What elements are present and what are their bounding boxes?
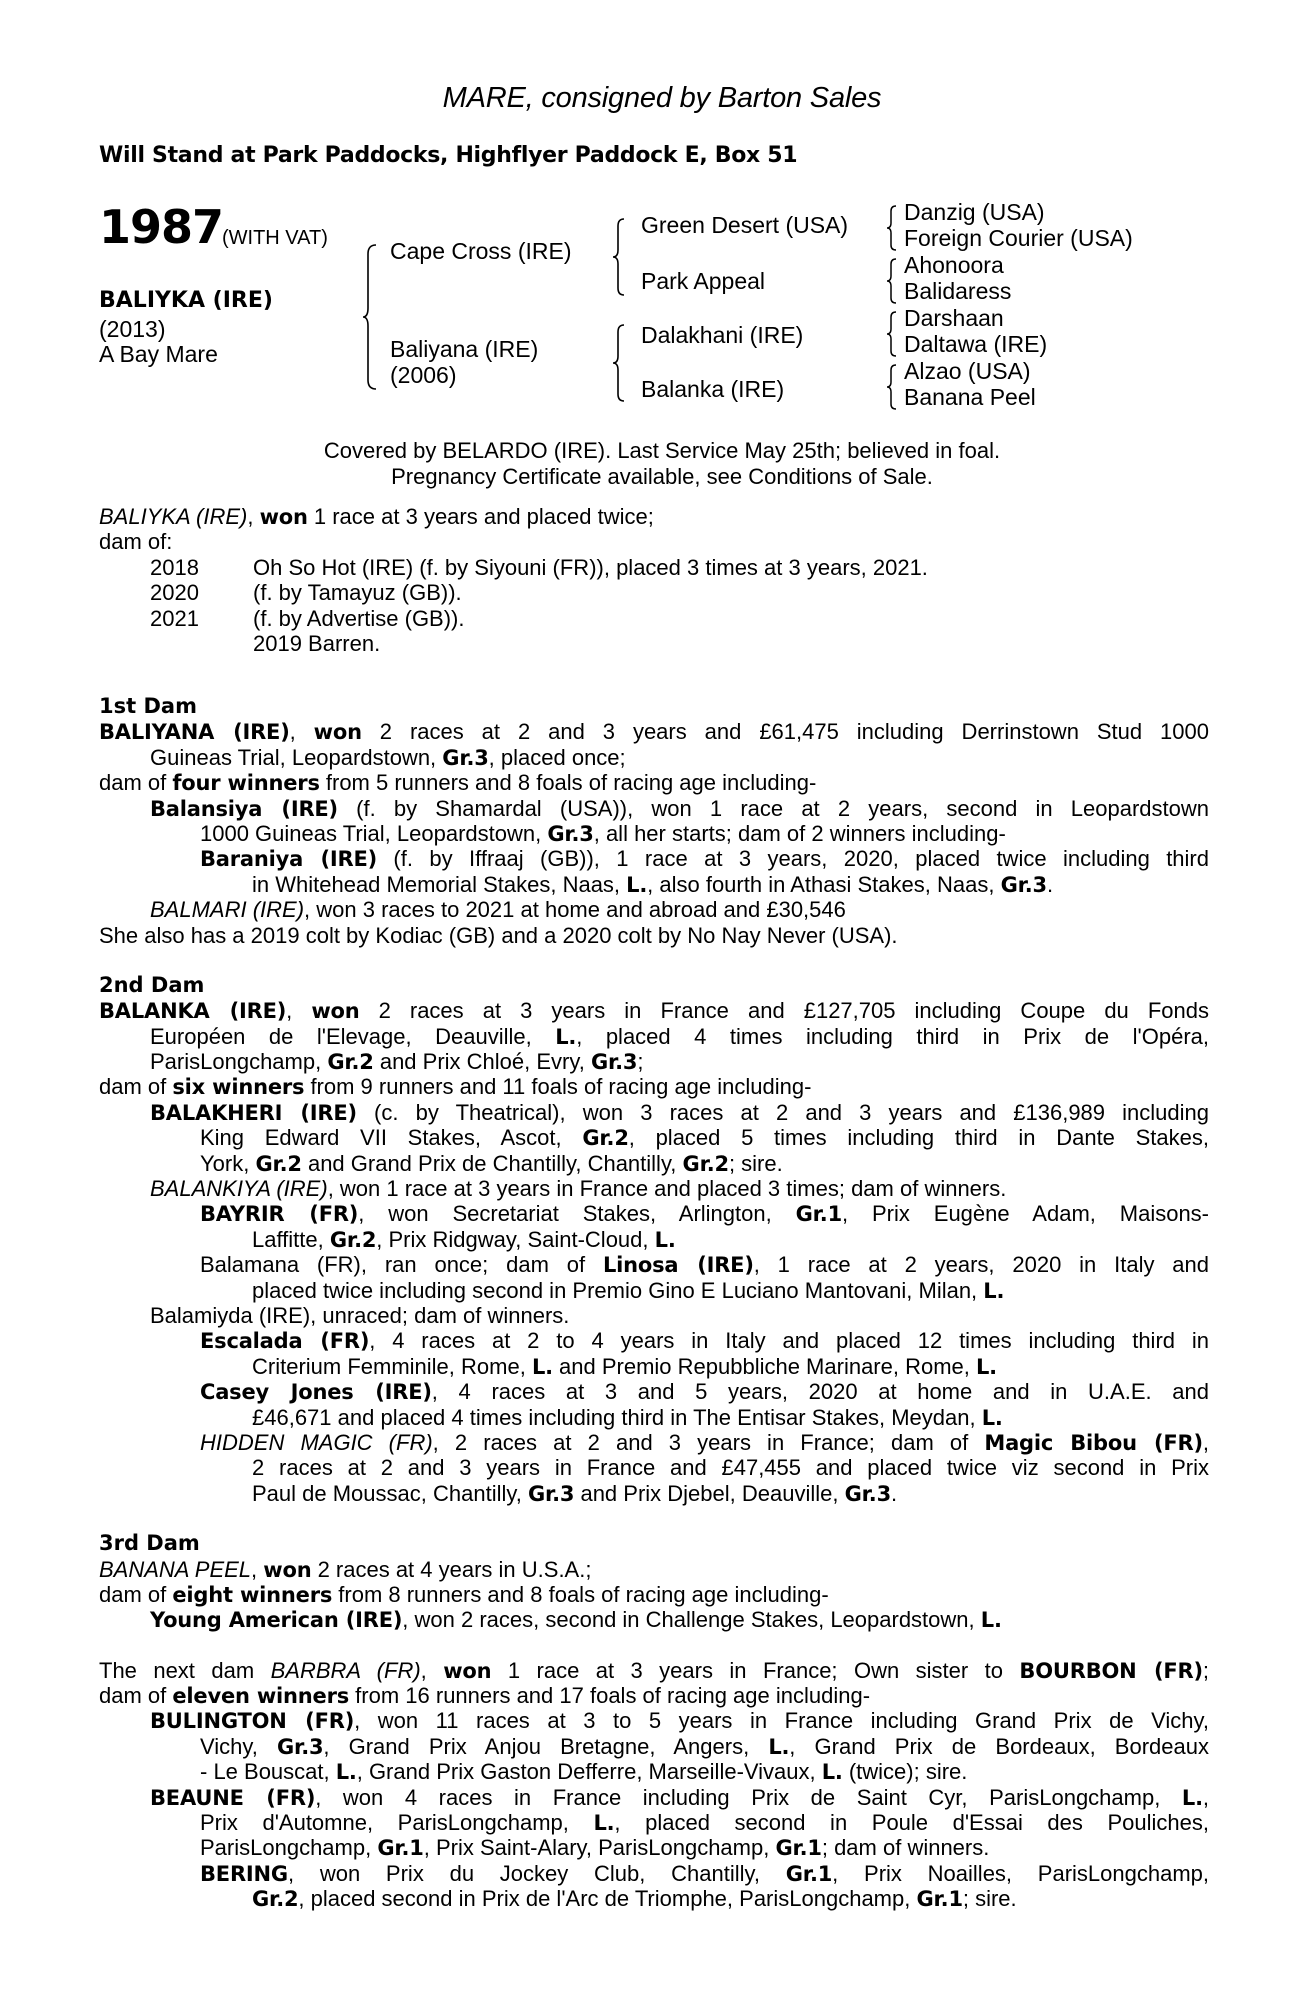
lot-number: 1987: [99, 200, 224, 254]
text-line: [99, 1557, 1209, 1582]
bold-text: Baraniya (IRE): [200, 847, 378, 872]
text-line: [99, 846, 1209, 871]
text-line: [99, 719, 1209, 744]
bold-text: L.: [983, 1278, 1005, 1303]
pedigree-g3-item: Daltawa (IRE): [904, 331, 1048, 357]
pedigree-sire: Cape Cross (IRE): [390, 238, 572, 264]
text-line: [99, 1252, 1209, 1277]
text: , all her starts; dam of 2 winners including-: [593, 820, 1006, 846]
text: and Grand Prix de Chantilly, Chantilly,: [301, 1150, 683, 1176]
text: Européen de l'Elevage, Deauville,: [150, 1023, 556, 1049]
pedigree-dam-sire: Dalakhani (IRE): [641, 322, 804, 348]
text: , won 2 races, second in Challenge Stakes, Leopardstown,: [402, 1607, 981, 1633]
text: , won 3 races to 2021 at home and abroad and £30,546: [304, 897, 846, 923]
text: 2 races at 3 years in France and £127,705 including Coupe du Fonds: [359, 998, 1209, 1024]
pedigree-g3-item: Foreign Courier (USA): [904, 225, 1133, 251]
produce-text: 2019 Barren.: [253, 630, 381, 656]
text-line: [99, 1683, 1209, 1708]
covered-line: Pregnancy Certificate available, see Conditions of Sale.: [391, 464, 933, 489]
text: ; sire.: [962, 1886, 1017, 1912]
pedigree-g3-item: Balidaress: [904, 278, 1012, 304]
italic-text: BALIYKA (IRE): [99, 504, 248, 529]
text-line: [99, 1759, 1209, 1784]
text-line: [99, 1151, 1209, 1176]
text: , Prix Eugène Adam, Maisons-: [842, 1201, 1209, 1227]
bold-text: Gr.1: [795, 1202, 842, 1227]
bold-text: Gr.1: [785, 1861, 833, 1886]
bold-text: L.: [654, 1227, 676, 1252]
text: King Edward VII Stakes, Ascot,: [200, 1125, 583, 1151]
bold-text: Gr.2: [682, 1151, 729, 1176]
italic-text: BALMARI (IRE): [150, 897, 305, 923]
text-line: [99, 529, 1209, 554]
stand-location: Will Stand at Park Paddocks, Highflyer Paddock E, Box 51: [99, 143, 798, 168]
text: , won Secretariat Stakes, Arlington,: [358, 1201, 796, 1227]
dam-section: [99, 1658, 1209, 1912]
pedigree-sire-dam: Park Appeal: [641, 268, 766, 294]
bold-text: Gr.3: [590, 1050, 638, 1075]
bold-text: BERING: [200, 1861, 288, 1886]
text-line: [99, 1354, 1209, 1379]
bold-text: won: [311, 999, 360, 1024]
text: - Le Bouscat,: [200, 1759, 336, 1785]
text: ParisLongchamp,: [200, 1835, 378, 1861]
text-line: [99, 923, 1209, 948]
text: ;: [637, 1049, 644, 1075]
text: , placed second in Prix de l'Arc de Triomphe, ParisLongchamp,: [298, 1886, 917, 1912]
text: 2 races at 4 years in U.S.A.;: [311, 1556, 592, 1582]
text: , won Prix du Jockey Club, Chantilly,: [287, 1860, 786, 1886]
dam-section: [99, 973, 1209, 1506]
text-line: [99, 1303, 1209, 1328]
bold-text: L.: [976, 1354, 997, 1379]
text-line: [99, 897, 1209, 922]
text: , 4 races at 2 to 4 years in Italy and placed 12 times including third in: [369, 1328, 1209, 1354]
text: , Grand Prix Anjou Bretagne, Angers,: [323, 1733, 769, 1759]
bold-text: BALAKHERI (IRE): [150, 1100, 357, 1125]
pedigree-dam: Baliyana (IRE): [390, 336, 539, 362]
text-line: [99, 1658, 1209, 1683]
text: , placed second in Poule d'Essai des Pouliches,: [614, 1810, 1209, 1836]
text-line: [99, 1886, 1209, 1911]
text: and Premio Repubbliche Marinare, Rome,: [552, 1353, 976, 1379]
bold-text: won: [313, 720, 362, 745]
italic-text: BARBRA (FR): [270, 1657, 421, 1683]
text: from 5 runners and 8 foals of racing age including-: [319, 770, 817, 796]
pedigree-brace-dam: [612, 324, 626, 402]
produce-text: (f. by Tamayuz (GB)).: [253, 580, 462, 606]
bold-text: L.: [981, 1405, 1003, 1430]
text-line: [99, 1785, 1209, 1810]
bold-text: L.: [335, 1760, 357, 1785]
bold-text: L.: [593, 1811, 615, 1836]
bold-text: Escalada (FR): [200, 1329, 370, 1354]
text-line: [99, 1810, 1209, 1835]
text: , also fourth in Athasi Stakes, Naas,: [647, 871, 1001, 897]
text: dam of: [99, 1581, 173, 1607]
produce-text: Oh So Hot (IRE) (f. by Siyouni (FR)), placed 3 times at 3 years, 2021.: [253, 554, 928, 580]
text: The next dam: [99, 1657, 271, 1683]
text: ,: [251, 1556, 264, 1582]
pedigree-dam-year: (2006): [390, 362, 457, 388]
bold-text: won: [263, 1557, 312, 1582]
bold-text: BAYRIR (FR): [200, 1202, 359, 1227]
bold-text: six winners: [172, 1075, 305, 1100]
bold-text: L.: [768, 1734, 790, 1759]
text-line: [99, 1607, 1209, 1632]
pedigree-brace-g3-3: [886, 311, 898, 357]
bold-text: Gr.2: [327, 1050, 374, 1075]
text: and Prix Djebel, Deauville,: [574, 1480, 845, 1506]
bold-text: Gr.2: [329, 1227, 377, 1252]
bold-text: Gr.1: [916, 1887, 963, 1912]
bold-text: eight winners: [172, 1582, 333, 1607]
text: 1000 Guineas Trial, Leopardstown,: [200, 820, 548, 846]
text: 1 race at 3 years and placed twice;: [307, 504, 654, 529]
horse-description: A Bay Mare: [99, 341, 218, 367]
pedigree-g3-item: Ahonoora: [904, 252, 1004, 278]
text-line: [99, 770, 1209, 795]
text: Prix d'Automne, ParisLongchamp,: [200, 1810, 594, 1836]
text: 2 races at 2 and 3 years in France and £47,455 and placed twice viz second in Prix: [252, 1455, 1209, 1481]
text-line: [99, 1481, 1209, 1506]
text-line: [99, 1227, 1209, 1252]
produce-year: 2018: [150, 554, 199, 580]
text: , 1 race at 2 years, 2020 in Italy and: [753, 1252, 1209, 1278]
text-line: [99, 1835, 1209, 1860]
vat-note: (WITH VAT): [222, 227, 328, 249]
pedigree-brace-sire: [612, 218, 626, 296]
covered-line: Covered by BELARDO (IRE). Last Service May 25th; believed in foal.: [323, 438, 1001, 463]
bold-text: L.: [1181, 1785, 1203, 1810]
text-line: [99, 1049, 1209, 1074]
text: (twice); sire.: [842, 1759, 968, 1785]
bold-text: Young American (IRE): [150, 1608, 403, 1633]
bold-text: Gr.2: [582, 1126, 629, 1151]
text-line: [99, 1430, 1209, 1455]
text-line: [99, 1861, 1209, 1886]
text: ParisLongchamp,: [150, 1049, 328, 1075]
produce-year: 2021: [150, 605, 199, 631]
text-line: [99, 1734, 1209, 1759]
dam-section: [99, 694, 1209, 948]
text: , won 4 races in France including Prix de Saint Cyr, ParisLongchamp,: [315, 1784, 1182, 1810]
produce-row: [150, 606, 1209, 631]
text: dam of: [99, 770, 173, 796]
produce-row: [150, 555, 1209, 580]
text-line: [99, 1176, 1209, 1201]
produce-rows: [99, 555, 1209, 657]
section-heading: 2nd Dam: [99, 972, 205, 997]
pedigree-brace-g3-4: [886, 364, 898, 410]
bold-text: BOURBON (FR): [1019, 1658, 1203, 1683]
text-line: [99, 998, 1209, 1023]
bold-text: BEAUNE (FR): [150, 1785, 316, 1810]
text: ,: [420, 1657, 444, 1683]
text: 2 races at 2 and 3 years and £61,475 including Derrinstown Stud 1000: [361, 719, 1209, 745]
text: , placed 5 times including third in Dante Stakes,: [628, 1125, 1209, 1151]
bold-text: Gr.3: [1000, 872, 1047, 897]
text: York,: [200, 1150, 256, 1176]
text: , 4 races at 3 and 5 years, 2020 at home and in U.A.E. and: [431, 1379, 1209, 1405]
italic-text: BALANKIYA (IRE): [150, 1176, 328, 1202]
produce-intro: [99, 504, 1209, 555]
text: Paul de Moussac, Chantilly,: [252, 1480, 528, 1506]
text-line: [99, 745, 1209, 770]
pedigree-g3-item: Alzao (USA): [904, 358, 1031, 384]
produce-text: (f. by Advertise (GB)).: [253, 605, 465, 631]
text: dam of:: [99, 529, 173, 555]
text-line: [99, 504, 1209, 529]
text: ,: [1202, 1429, 1209, 1455]
text-line: [99, 1125, 1209, 1150]
bold-text: Gr.2: [252, 1887, 299, 1912]
text-line: [99, 1278, 1209, 1303]
produce-row: [150, 631, 1209, 656]
dam-sections: [99, 694, 1209, 1937]
text-line: [99, 872, 1209, 897]
pedigree-sire-sire: Green Desert (USA): [641, 212, 849, 238]
bold-text: eleven winners: [172, 1684, 350, 1709]
text: , placed 4 times including third in Prix de l'Opéra,: [576, 1023, 1209, 1049]
text: and Prix Chloé, Evry,: [373, 1049, 591, 1075]
pedigree-g3-item: Danzig (USA): [904, 199, 1045, 225]
text: £46,671 and placed 4 times including third in The Entisar Stakes, Meydan,: [252, 1404, 982, 1430]
text: Balamiyda (IRE), unraced; dam of winners.: [150, 1302, 570, 1328]
bold-text: Linosa (IRE): [602, 1253, 754, 1278]
bold-text: L.: [531, 1354, 553, 1379]
text: (f. by Iffraaj (GB)), 1 race at 3 years, 2020, placed twice including third: [377, 846, 1209, 872]
pedigree-dam-dam: Balanka (IRE): [641, 376, 785, 402]
produce-row: [150, 580, 1209, 605]
text-line: [99, 1328, 1209, 1353]
text-line: [99, 796, 1209, 821]
text: ,: [1202, 1784, 1209, 1810]
pedigree-brace-g3-2: [886, 258, 898, 304]
text: dam of: [99, 1074, 173, 1100]
text: .: [1046, 871, 1054, 897]
bold-text: won: [259, 505, 308, 529]
text: 1 race at 3 years in France; Own sister to: [491, 1657, 1020, 1683]
section-heading: 1st Dam: [99, 694, 197, 718]
bold-text: Magic Bibou (FR): [984, 1430, 1203, 1455]
text-line: [99, 1100, 1209, 1125]
text-line: [99, 821, 1209, 846]
bold-text: BULINGTON (FR): [150, 1709, 355, 1734]
text: , Grand Prix de Bordeaux, Bordeaux: [789, 1733, 1209, 1759]
text: , Grand Prix Gaston Defferre, Marseille-Vivaux,: [356, 1759, 822, 1785]
bold-text: BALIYANA (IRE): [99, 720, 290, 745]
covered-note: [0, 438, 1314, 490]
bold-text: Balansiya (IRE): [150, 796, 338, 821]
bold-text: Gr.3: [277, 1734, 324, 1759]
text: Guineas Trial, Leopardstown,: [150, 744, 443, 770]
text: in Whitehead Memorial Stakes, Naas,: [252, 871, 627, 897]
horse-year: (2013): [99, 316, 166, 342]
text: , placed once;: [488, 744, 626, 770]
text: Vichy,: [200, 1733, 277, 1759]
pedigree-brace-main: [362, 244, 378, 390]
bold-text: Gr.1: [775, 1836, 822, 1861]
bold-text: Gr.2: [255, 1151, 302, 1176]
text-line: [99, 1455, 1209, 1480]
text: , 2 races at 2 and 3 years in France; dam of: [432, 1429, 985, 1455]
bold-text: won: [443, 1658, 492, 1683]
text-line: [99, 1405, 1209, 1430]
text: , Prix Ridgway, Saint-Cloud,: [376, 1226, 655, 1252]
bold-text: Gr.1: [377, 1836, 424, 1861]
text: Criterium Femminile, Rome,: [252, 1353, 532, 1379]
dam-section: [99, 1531, 1209, 1633]
text-line: [99, 1379, 1209, 1404]
text: ;: [1202, 1657, 1209, 1683]
text-line: [99, 1201, 1209, 1226]
text: , won 1 race at 3 years in France and placed 3 times; dam of winners.: [327, 1176, 1007, 1202]
text-line: [99, 1582, 1209, 1607]
bold-text: L.: [626, 872, 648, 897]
text: placed twice including second in Premio Gino E Luciano Mantovani, Milan,: [252, 1277, 984, 1303]
bold-text: four winners: [172, 771, 320, 796]
text: ; dam of winners.: [821, 1835, 990, 1861]
horse-name: BALIYKA (IRE): [99, 288, 273, 313]
text: ,: [286, 998, 312, 1024]
bold-text: L.: [555, 1024, 577, 1049]
text: ; sire.: [728, 1150, 783, 1176]
italic-text: BANANA PEEL: [99, 1556, 252, 1582]
italic-text: HIDDEN MAGIC (FR): [200, 1429, 433, 1455]
text: from 8 runners and 8 foals of racing age including-: [332, 1581, 829, 1607]
text: Laffitte,: [252, 1226, 330, 1252]
text: from 9 runners and 11 foals of racing age including-: [304, 1074, 812, 1100]
text: ,: [289, 719, 314, 745]
text: dam of: [99, 1683, 173, 1709]
text-line: [99, 1024, 1209, 1049]
text: She also has a 2019 colt by Kodiac (GB) and a 2020 colt by No Nay Never (USA).: [99, 922, 898, 948]
bold-text: Gr.3: [547, 821, 594, 846]
produce-year: 2020: [150, 580, 199, 606]
text: .: [890, 1480, 898, 1506]
text: (c. by Theatrical), won 3 races at 2 and 3 years and £136,989 including: [356, 1099, 1209, 1125]
bold-text: BALANKA (IRE): [99, 999, 287, 1024]
bold-text: Gr.3: [442, 745, 489, 770]
bold-text: L.: [980, 1608, 1002, 1633]
text: from 16 runners and 17 foals of racing age including-: [349, 1683, 871, 1709]
bold-text: Casey Jones (IRE): [200, 1380, 432, 1405]
text: , Prix Saint-Alary, ParisLongchamp,: [423, 1835, 776, 1861]
text: ,: [247, 504, 260, 529]
pedigree-g3-item: Banana Peel: [904, 384, 1036, 410]
text-line: [99, 1074, 1209, 1099]
bold-text: Gr.3: [527, 1481, 575, 1506]
page-title: MARE, consigned by Barton Sales: [442, 82, 882, 114]
section-heading: 3rd Dam: [99, 1531, 200, 1556]
text: (f. by Shamardal (USA)), won 1 race at 2 years, second in Leopardstown: [337, 795, 1209, 821]
pedigree-brace-g3-1: [886, 205, 898, 251]
text-line: [99, 1708, 1209, 1733]
text: , Prix Noailles, ParisLongchamp,: [832, 1860, 1209, 1886]
produce-record: [99, 504, 1209, 656]
pedigree-g3-item: Darshaan: [904, 305, 1004, 331]
bold-text: Gr.3: [844, 1481, 891, 1506]
text: Balamana (FR), ran once; dam of: [200, 1252, 603, 1278]
text: , won 11 races at 3 to 5 years in France including Grand Prix de Vichy,: [354, 1708, 1209, 1734]
bold-text: L.: [821, 1760, 843, 1785]
